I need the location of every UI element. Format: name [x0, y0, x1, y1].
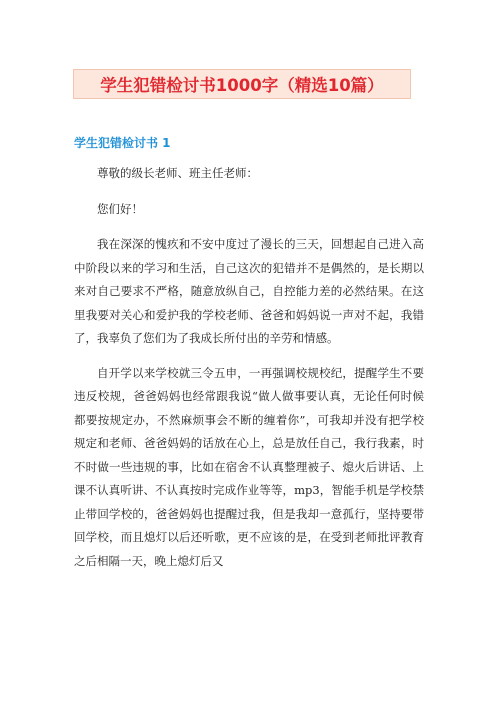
document-body — [74, 162, 424, 584]
section-heading: 学生犯错检讨书 1 — [74, 136, 171, 150]
salutation-paragraph: 尊敬的级长老师、班主任老师： — [97, 166, 258, 180]
document-title: 学生犯错检讨书1000字（精选10篇） — [100, 76, 384, 95]
body-paragraph: 自开学以来学校就三令五申，一再强调校规校纪，提醒学生不要违反校规，爸爸妈妈也经常跟我说“做人做事要认真，无论任何时候都要按规定办，不然麻烦事会不断的缠着你”，可我却并没有把学校规定和老师、爸爸妈妈的话放在心上，总是放任自己，我行我素，时不时做一些违规的事，比如在宿舍不认真整理被子、熄火后讲话、上课不认真听讲、不认真按时完成作业等等，mp3，智能手机是学校禁止带回学校的，爸爸妈妈也提醒过我，但是我却一意孤行，坚持要带回学校，而且熄灯以后还听歌，更不应该的是，在受到老师批评教育之后相隔一天，晚上熄灯后又 — [74, 365, 424, 568]
document-title-banner — [73, 69, 411, 99]
greeting-paragraph: 您们好！ — [97, 201, 143, 216]
body-paragraph: 我在深深的愧疚和不安中度过了漫长的三天，回想起自己进入高中阶段以来的学习和生活，自己这次的犯错并不是偶然的，是长期以来对自己要求不严格，随意放纵自己，自控能力差的必然结果。在这里我要对关心和爱护我的学校老师、爸爸和妈妈说一声对不起，我错了，我辜负了您们为了我成长所付出的辛劳和情感。 — [74, 237, 424, 345]
